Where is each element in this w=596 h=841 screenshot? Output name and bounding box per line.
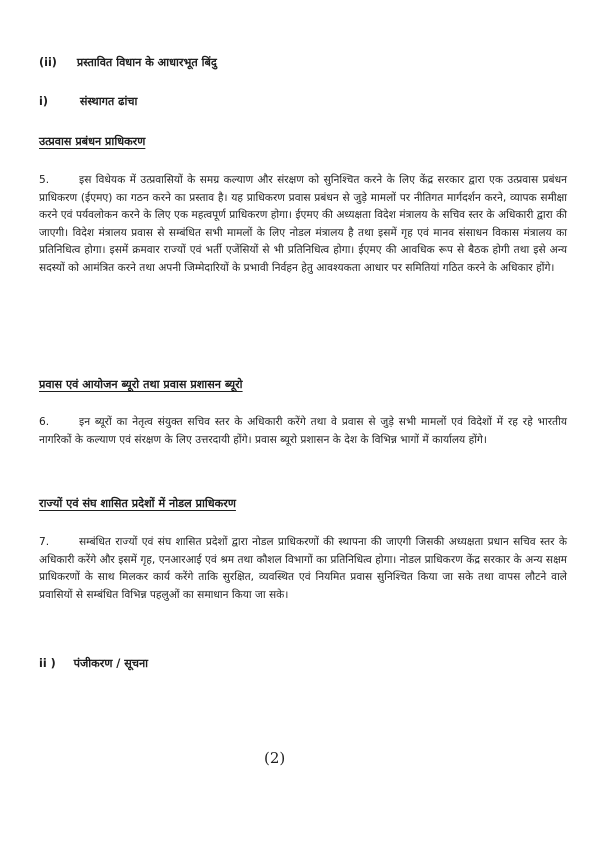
paragraph-6: [39, 414, 567, 449]
heading-nodal-authority: राज्यों एवं संघ शासित प्रदेशों में नोडल प्राधिकरण: [39, 497, 236, 510]
subsection-heading: [39, 94, 137, 109]
subsection-heading-registration: [39, 656, 148, 671]
paragraph-number: 7.: [39, 536, 50, 548]
paragraph-text: सम्बंधित राज्यों एवं संघ शासित प्रदेशों द्वारा नोडल प्राधिकरणों की स्थापना की जाएगी जिसकी अध्यक्षता प्रधान सचिव स्तर के अधिकारी करेंगे और इसमें गृह, एनआरआई एवं श्रम तथा कौशल विभागों का प्रतिनिधित्व होगा। नोडल प्राधिकरण केंद्र सरकार के अन्य सक्षम प्राधिकरणों के साथ मिलकर कार्य करेंगे ताकि सुरक्षित, व्यवस्थित एवं नियमित प्रवास सुनिश्चित किया जा सके तथा वापस लौटने वाले प्रवासियों से सम्बंधित विभिन्न पहलुओं का समाधान किया जा सके।: [39, 536, 567, 601]
heading-emigration-authority: उत्प्रवास प्रबंधन प्राधिकरण: [39, 135, 146, 148]
subsection-title: पंजीकरण / सूचना: [73, 657, 149, 670]
subsection-marker: i): [39, 95, 48, 108]
section-heading: [39, 55, 217, 70]
paragraph-text: इस विधेयक में उत्प्रवासियों के समग्र कल्याण और संरक्षण को सुनिश्चित करने के लिए केंद्र सरकार द्वारा एक उत्प्रवास प्रबंधन प्राधिकरण (ईएमए) का गठन करने का प्रस्ताव है। यह प्राधिकरण प्रवास प्रबंधन से जुड़े मामलों पर नीतिगत मार्गदर्शन करने, व्यापक समीक्षा करने एवं पर्यवलोकन करने के लिए एक महत्वपूर्ण प्राधिकरण होगा। ईएमए की अध्यक्षता विदेश मंत्रालय के सचिव स्तर के अधिकारी द्वारा की जाएगी। विदेश मंत्रालय प्रवास से सम्बंधित सभी मामलों के लिए नोडल मंत्रालय है तथा इसमें गृह एवं मानव संसाधन विकास मंत्रालय का प्रतिनिधित्व होगा। इसमें क्रमवार राज्यों एवं भर्ती एजेंसियों से भी प्रतिनिधित्व होगा। ईएमए की आवधिक रूप से बैठक होगी तथा इसे अन्य सदस्यों को आमंत्रित करने तथा अपनी जिम्मेदारियों के प्रभावी निर्वहन हेतु आवश्यकता आधार पर समितियां गठित करने के अधिकार होंगे।: [39, 174, 567, 274]
heading-bureaus: प्रवास एवं आयोजन ब्यूरो तथा प्रवास प्रशासन ब्यूरो: [39, 378, 243, 391]
paragraph-text: इन ब्यूरों का नेतृत्व संयुक्त सचिव स्तर के अधिकारी करेंगे तथा वे प्रवास से जुड़े सभी मामलों एवं विदेशों में रह रहे भारतीय नागरिकों के कल्याण एवं संरक्षण के लिए उत्तरदायी होंगे। प्रवास ब्यूरो प्रशासन के देश के विभिन्न भागों में कार्यालय होंगे।: [39, 416, 567, 446]
paragraph-7: [39, 534, 567, 604]
paragraph-5: [39, 172, 567, 278]
subsection-title: संस्थागत ढांचा: [79, 95, 138, 108]
page-number: (2): [264, 749, 286, 767]
paragraph-number: 5.: [39, 174, 50, 186]
section-marker: (ii): [39, 56, 57, 69]
subsection-marker: ii ): [39, 657, 56, 670]
paragraph-number: 6.: [39, 416, 50, 428]
section-title: प्रस्तावित विधान के आधारभूत बिंदु: [76, 56, 217, 69]
